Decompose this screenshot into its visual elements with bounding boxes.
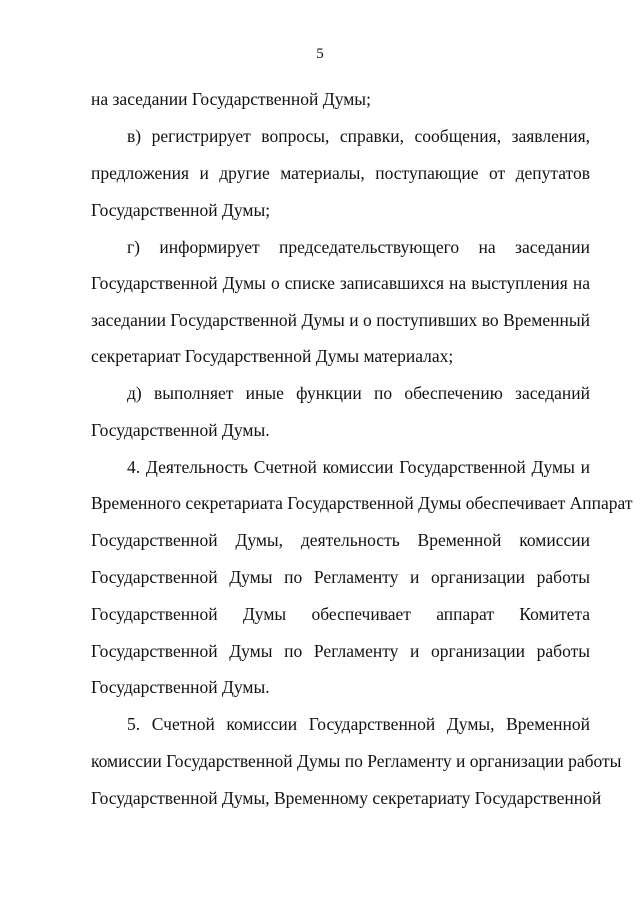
text-line: в) регистрирует вопросы, справки, сообщения, заявления,: [127, 126, 590, 146]
text-line: Государственной Думы по Регламенту и организации работы: [91, 567, 590, 587]
text-line: заседании Государственной Думы и о поступивших во Временный: [91, 310, 590, 330]
text-line: Государственной Думы, деятельность Временной комиссии: [91, 530, 590, 550]
page-number: 5: [316, 46, 324, 62]
text-line: на заседании Государственной Думы;: [91, 89, 371, 109]
text-line: секретариат Государственной Думы материалах;: [91, 346, 454, 366]
text-line: Государственной Думы о списке записавшихся на выступления на: [91, 273, 590, 293]
text-line: предложения и другие материалы, поступающие от депутатов: [91, 163, 590, 183]
text-line: г) информирует председательствующего на заседании: [127, 237, 590, 257]
text-line: 5. Счетной комиссии Государственной Думы, Временной: [127, 714, 590, 734]
text-line: Государственной Думы, Временному секретариату Государственной: [91, 788, 602, 808]
text-line: Государственной Думы по Регламенту и организации работы: [91, 641, 590, 661]
text-line: Государственной Думы.: [91, 677, 270, 697]
text-line: Государственной Думы;: [91, 200, 271, 220]
text-line: Государственной Думы обеспечивает аппарат Комитета: [91, 604, 590, 624]
text-line: д) выполняет иные функции по обеспечению заседаний: [127, 383, 590, 403]
text-line: 4. Деятельность Счетной комиссии Государственной Думы и: [127, 457, 590, 477]
text-line: комиссии Государственной Думы по Регламенту и организации работы: [91, 751, 622, 771]
text-line: Временного секретариата Государственной Думы обеспечивает Аппарат: [91, 493, 633, 513]
text-line: Государственной Думы.: [91, 420, 270, 440]
